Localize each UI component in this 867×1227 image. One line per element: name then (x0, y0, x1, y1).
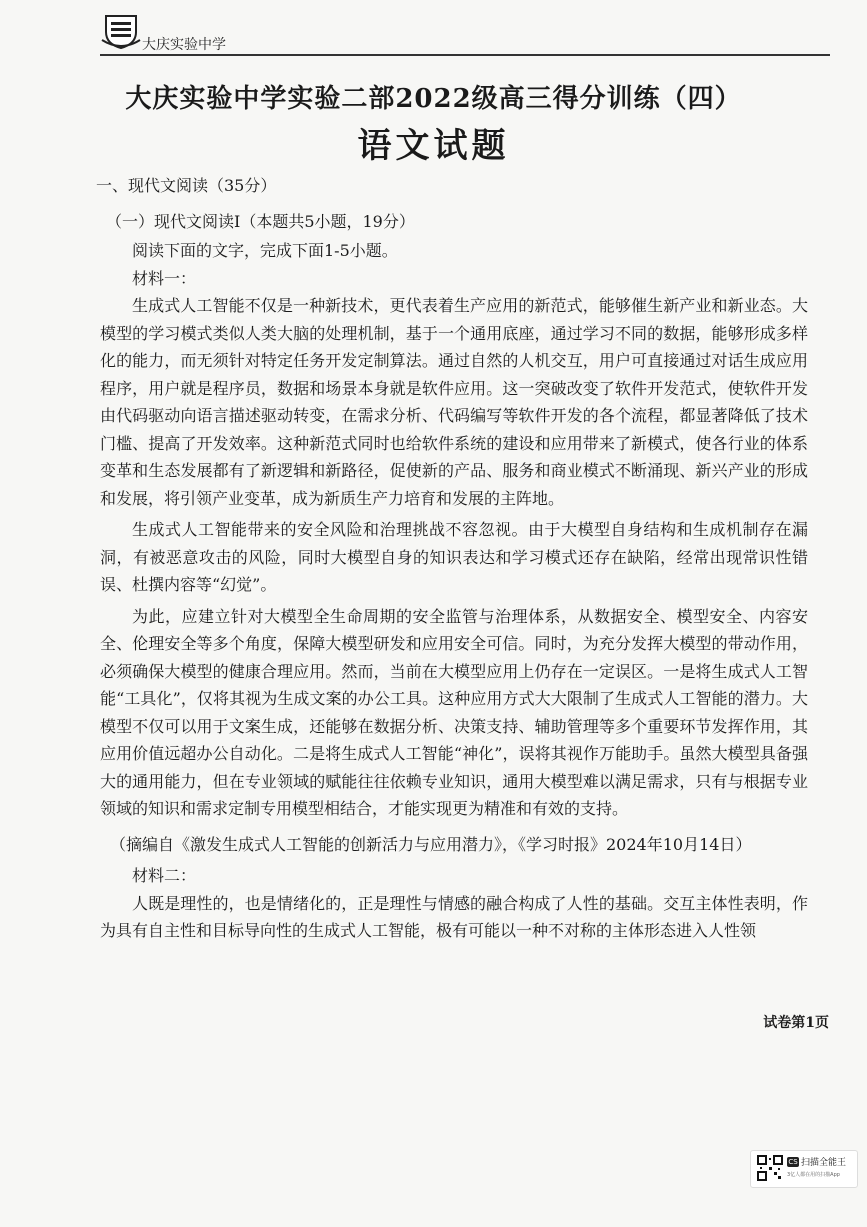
exam-content (96, 172, 808, 949)
material-paragraph: 生成式人工智能带来的安全风险和治理挑战不容忽视。由于大模型自身结构和生成机制存在漏洞，有被恶意攻击的风险，同时大模型自身的知识表达和学习模式还存在缺陷，经常出现常识性错误、杜撰内容等“幻觉”。 (100, 520, 808, 594)
material-label: 材料二： (132, 866, 197, 885)
header-divider (100, 54, 830, 56)
section-heading: 一、现代文阅读（35分） (96, 176, 277, 195)
scanner-watermark (750, 1150, 858, 1188)
subsection-heading: （一）现代文阅读Ⅰ（本题共5小题，19分） (106, 211, 415, 231)
exam-title: 大庆实验中学实验二部2022级高三得分训练（四） (125, 84, 742, 114)
qr-code-icon (757, 1155, 783, 1181)
material-paragraph: 人既是理性的，也是情绪化的，正是理性与情感的融合构成了人性的基础。交互主体性表明，作为具有自主性和目标导向性的生成式人工智能，极有可能以一种不对称的主体形态进入人性领 (100, 893, 808, 940)
school-logo-icon (100, 10, 142, 50)
material-paragraph: 生成式人工智能不仅是一种新技术，更代表着生产应用的新范式，能够催生新产业和新业态。大模型的学习模式类似人类大脑的处理机制，基于一个通用底座，通过学习不同的数据，能够形成多样化的能力，而无须针对特定任务开发定制算法。通过自然的人机交互，用户可直接通过对话生成应用程序，用户就是程序员，数据和场景本身就是软件应用。这一突破改变了软件开发范式，使软件开发由代码驱动向语言描述驱动转变，在需求分析、代码编写等软件开发的各个流程，都显著降低了技术门槛、提高了开发效率。这种新范式同时也给软件系统的建设和应用带来了新模式，使各行业的体系变革和生态发展都有了新逻辑和新路径，促使新的产品、服务和商业模式不断涌现、新兴产业的形成和发展，将引领产业变革，成为新质生产力培育和发展的主阵地。 (100, 296, 808, 508)
instruction-text: 阅读下面的文字，完成下面1-5小题。 (132, 241, 398, 260)
material-label: 材料一： (132, 268, 197, 288)
scanner-app-name: 扫描全能王 (801, 1158, 847, 1168)
source-citation: （摘编自《激发生成式人工智能的创新活力与应用潜力》，《学习时报》2024年10月14日） (110, 834, 752, 854)
cs-badge: CS (788, 1158, 798, 1166)
page-number: 试卷第1页 (763, 1015, 829, 1031)
material-paragraph: 为此，应建立针对大模型全生命周期的安全监管与治理体系，从数据安全、模型安全、内容安全、伦理安全等多个角度，保障大模型研发和应用安全可信。同时，为充分发挥大模型的带动作用，必须确保大模型的健康合理应用。然而，当前在大模型应用上仍存在一定误区。一是将生成式人工智能“工具化”，仅将其视为生成文案的办公工具。这种应用方式大大限制了生成式人工智能的潜力。大模型不仅可以用于文案生成，还能够在数据分析、决策支持、辅助管理等多个重要环节发挥作用，其应用价值远超办公自动化。二是将生成式人工智能“神化”，误将其视作万能助手。虽然大模型具备强大的通用能力，但在专业领域的赋能往往依赖专业知识，通用大模型难以满足需求，只有与根据专业领域的知识和需求定制专用模型相结合，才能实现更为精准和有效的支持。 (100, 606, 808, 818)
page-header (100, 10, 830, 54)
school-name: 大庆实验中学 (142, 37, 226, 53)
scanner-app-tagline: 3亿人都在用的扫描App (787, 1172, 840, 1178)
exam-subtitle: 语文试题 (357, 126, 510, 166)
